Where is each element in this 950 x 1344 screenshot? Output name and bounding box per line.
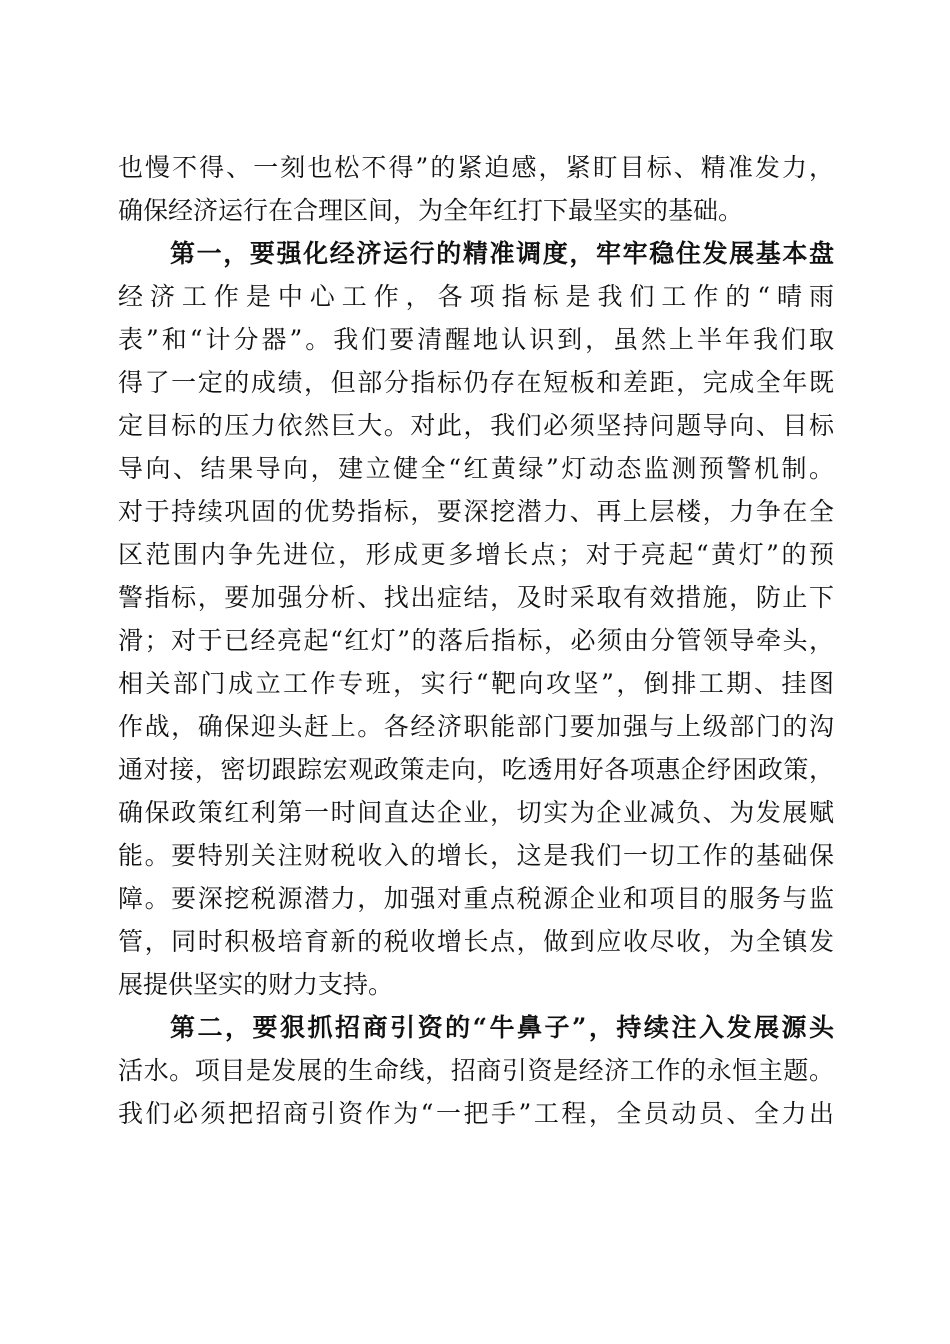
text-line-14: 作战，确保迎头赶上。各经济职能部门要加强与上级部门的沟 — [118, 712, 834, 741]
text-line-4: 经济工作是中心工作，各项指标是我们工作的“晴雨 — [118, 282, 834, 311]
text-line-15: 通对接，密切跟踪宏观政策走向，吃透用好各项惠企纾困政策， — [118, 755, 834, 784]
text-line-5: 表”和“计分器”。我们要清醒地认识到，虽然上半年我们取 — [118, 325, 834, 354]
text-line-18: 障。要深挖税源潜力，加强对重点税源企业和项目的服务与监 — [118, 884, 834, 913]
text-line-17: 能。要特别关注财税收入的增长，这是我们一切工作的基础保 — [118, 841, 834, 870]
text-line-22: 活水。项目是发展的生命线，招商引资是经济工作的永恒主题。 — [118, 1056, 834, 1085]
text-line-12: 滑；对于已经亮起“红灯”的落后指标，必须由分管领导牵头， — [118, 626, 834, 655]
text-line-6: 得了一定的成绩，但部分指标仍存在短板和差距，完成全年既 — [118, 368, 834, 397]
text-line-11: 警指标，要加强分析、找出症结，及时采取有效措施，防止下 — [118, 583, 834, 612]
text-line-2: 确保经济运行在合理区间，为全年红打下最坚实的基础。 — [118, 196, 744, 225]
text-line-23: 我们必须把招商引资作为“一把手”工程，全员动员、全力出 — [118, 1099, 834, 1128]
text-line-16: 确保政策红利第一时间直达企业，切实为企业减负、为发展赋 — [118, 798, 834, 827]
text-line-9: 对于持续巩固的优势指标，要深挖潜力、再上层楼，力争在全 — [118, 497, 834, 526]
text-line-1: 也慢不得、一刻也松不得”的紧迫感，紧盯目标、精准发力， — [118, 153, 834, 182]
section-heading-1: 第一，要强化经济运行的精准调度，牢牢稳住发展基本盘 — [170, 239, 834, 268]
text-line-10: 区范围内争先进位，形成更多增长点；对于亮起“黄灯”的预 — [118, 540, 834, 569]
text-line-8: 导向、结果导向，建立健全“红黄绿”灯动态监测预警机制。 — [118, 454, 834, 483]
text-line-7: 定目标的压力依然巨大。对此，我们必须坚持问题导向、目标 — [118, 411, 834, 440]
text-line-13: 相关部门成立工作专班，实行“靶向攻坚”，倒排工期、挂图 — [118, 669, 834, 698]
text-line-20: 展提供坚实的财力支持。 — [118, 970, 394, 999]
section-heading-2: 第二，要狠抓招商引资的“牛鼻子”，持续注入发展源头 — [170, 1013, 834, 1042]
text-line-19: 管，同时积极培育新的税收增长点，做到应收尽收，为全镇发 — [118, 927, 834, 956]
